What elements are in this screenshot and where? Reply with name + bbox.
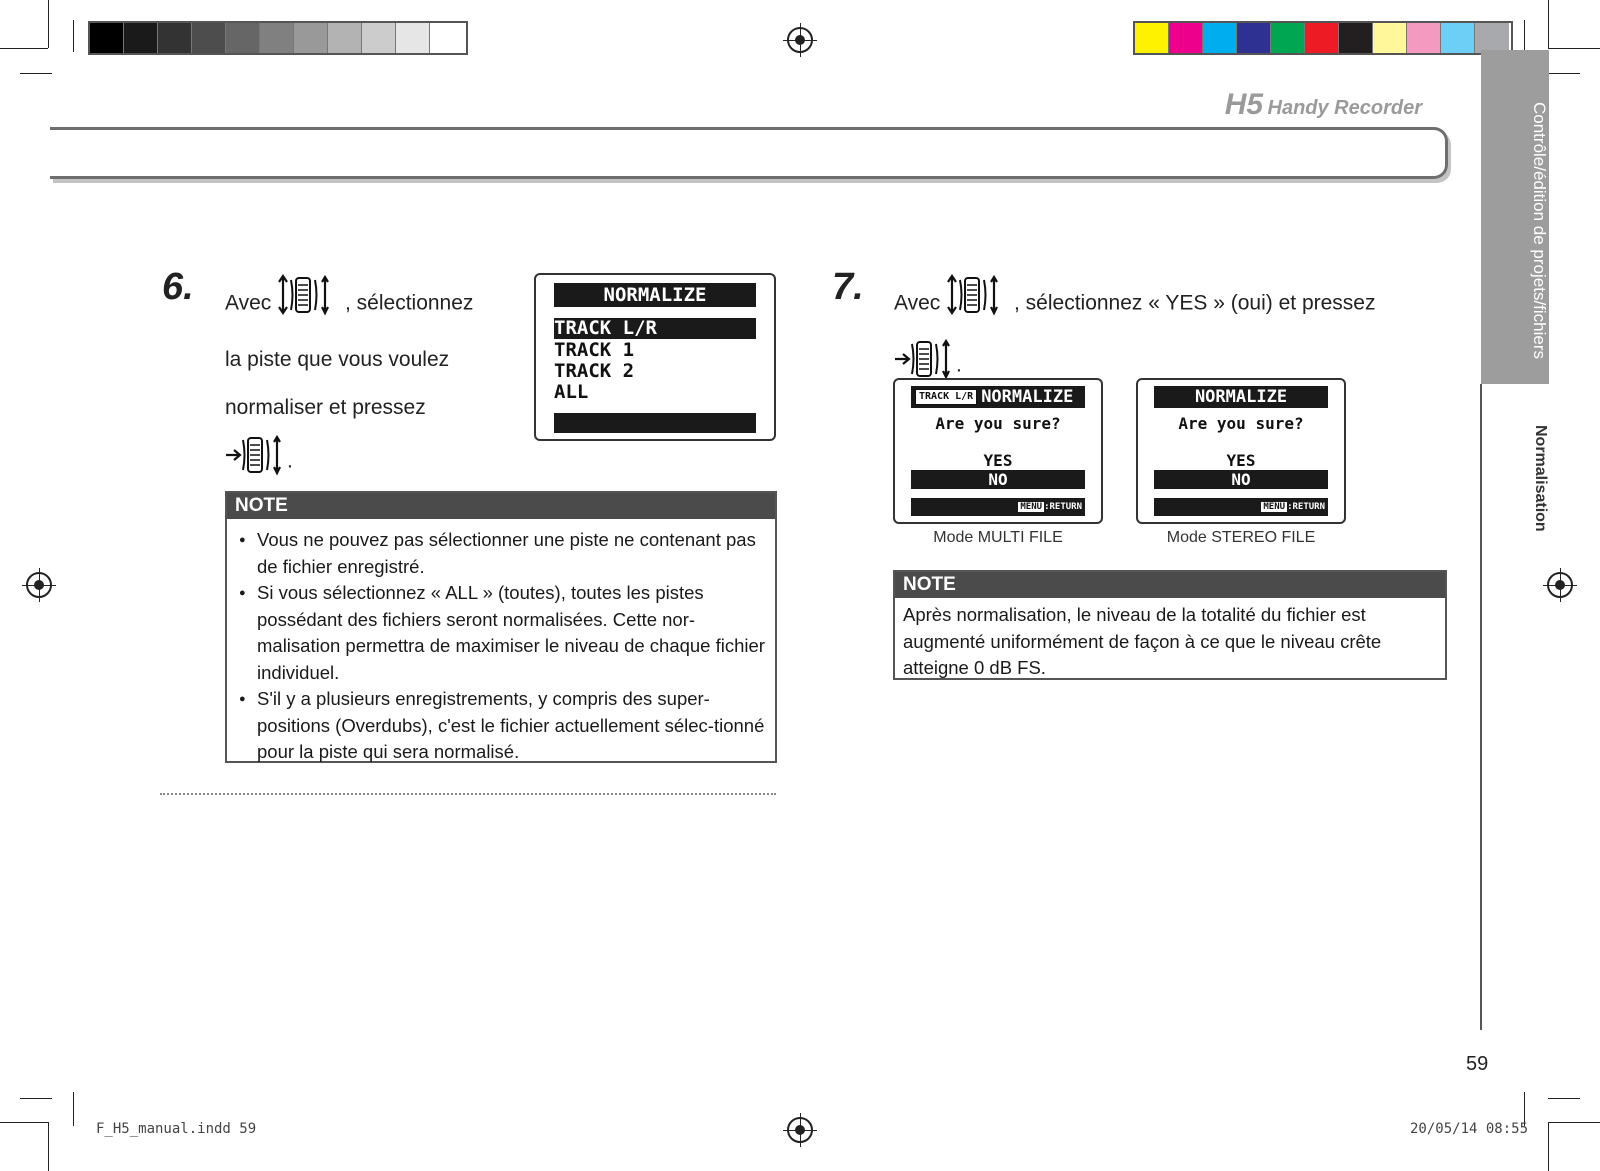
step-6-line2: la piste que vous voulez xyxy=(225,348,450,371)
color-swatch xyxy=(1475,23,1509,53)
lcd-confirm-multi-file xyxy=(893,378,1103,524)
jog-dial-icon xyxy=(277,272,339,336)
lcd-question: Are you sure? xyxy=(935,414,1061,433)
jog-dial-icon xyxy=(946,272,1008,336)
push-dial-icon xyxy=(225,432,287,492)
lcd-normalize-track-select xyxy=(534,273,776,441)
note-item: ● Si vous sélectionnez « ALL » (toutes), toutes les pistes possédant des fichiers seront normalisées. Cette nor-malisation permettra de maximiser le niveau de chaque fichier individuel. xyxy=(237,580,765,686)
lcd-item-selected: TRACK L/R xyxy=(554,318,756,339)
color-swatch xyxy=(1135,23,1169,53)
lcd-title: NORMALIZE xyxy=(981,387,1074,407)
note-list xyxy=(227,519,775,770)
caption-stereo-file: Mode STEREO FILE xyxy=(1166,529,1316,546)
crop-mark xyxy=(1548,1098,1580,1099)
side-divider xyxy=(1480,384,1482,1030)
crop-mark xyxy=(48,1122,49,1171)
crop-mark xyxy=(20,1098,52,1099)
color-swatch xyxy=(260,23,294,53)
lcd-option-yes: YES xyxy=(983,451,1013,470)
step-6-avec: Avec xyxy=(225,291,272,315)
note-box-step-6 xyxy=(225,491,777,763)
crop-mark xyxy=(1524,20,1525,52)
color-swatch xyxy=(1237,23,1271,53)
lcd-title: NORMALIZE xyxy=(554,283,756,307)
header-frame xyxy=(50,127,1448,179)
note-item: ● S'il y a plusieurs enregistrements, y compris des super-positions (Overdubs), c'est le fichier actuellement sélec-tionné pour la piste qui sera normalisé. xyxy=(237,686,765,766)
step-7-avec: Avec xyxy=(894,291,941,315)
crop-mark xyxy=(1548,1122,1549,1171)
step-7-number: 7. xyxy=(832,266,864,308)
lcd-footer-bar xyxy=(554,413,756,433)
model-name: H5 xyxy=(1224,88,1264,121)
registration-mark-icon xyxy=(787,1117,813,1143)
color-swatch xyxy=(362,23,396,53)
lcd-option-yes: YES xyxy=(1226,451,1256,470)
crop-mark xyxy=(0,48,48,49)
color-swatch xyxy=(192,23,226,53)
lcd-footer-bar xyxy=(1154,498,1328,516)
crop-mark xyxy=(1548,48,1600,49)
lcd-footer-bar xyxy=(911,498,1085,516)
page-number: 59 xyxy=(1466,1053,1489,1075)
color-swatch xyxy=(328,23,362,53)
crop-mark xyxy=(73,20,74,52)
color-swatch xyxy=(1203,23,1237,53)
crop-mark xyxy=(20,73,52,74)
color-swatch xyxy=(124,23,158,53)
date-slug: 20/05/14 08:55 xyxy=(1410,1121,1529,1137)
color-swatch xyxy=(1271,23,1305,53)
lcd-item: TRACK 2 xyxy=(554,360,635,382)
step-6-line3: normaliser et pressez xyxy=(225,396,426,419)
lcd-item: ALL xyxy=(554,381,589,403)
step-7-end: . xyxy=(956,353,962,377)
color-swatch xyxy=(1305,23,1339,53)
file-slug: F_H5_manual.indd 59 xyxy=(96,1121,257,1137)
lcd-question: Are you sure? xyxy=(1178,414,1304,433)
section-label: Contrôle/édition de projets/fichiers xyxy=(1530,102,1549,360)
color-swatch xyxy=(294,23,328,53)
note-text: Après normalisation, le niveau de la totalité du fichier est augmenté uniformément de façon à ce que le niveau crête atteigne 0 dB FS. xyxy=(903,604,1382,678)
lcd-return-label: :RETURN xyxy=(1044,502,1082,512)
lcd-title: NORMALIZE xyxy=(1154,386,1328,408)
color-swatch xyxy=(1407,23,1441,53)
step-7-line1-end: , sélectionnez « YES » (oui) et pressez xyxy=(1014,291,1376,315)
color-swatch xyxy=(1441,23,1475,53)
section-divider xyxy=(160,793,776,795)
lcd-return-label: :RETURN xyxy=(1287,502,1325,512)
crop-mark xyxy=(0,1122,48,1123)
color-swatch xyxy=(1169,23,1203,53)
lcd-option-no-selected: NO xyxy=(911,470,1085,489)
crop-mark xyxy=(1548,73,1580,74)
lcd-menu-key: MENU xyxy=(1020,502,1043,512)
color-swatch xyxy=(1373,23,1407,53)
lcd-confirm-stereo-file xyxy=(1136,378,1346,524)
color-swatch xyxy=(430,23,464,53)
crop-mark xyxy=(1548,0,1549,48)
step-6-end: . xyxy=(287,449,293,473)
lcd-option-no-selected: NO xyxy=(1154,470,1328,489)
registration-mark-icon xyxy=(787,27,813,53)
color-swatch xyxy=(396,23,430,53)
crop-mark xyxy=(73,1092,74,1126)
color-swatch xyxy=(158,23,192,53)
note-item: ● Vous ne pouvez pas sélectionner une piste ne contenant pas de fichier enregistré. xyxy=(237,527,765,580)
step-6-number: 6. xyxy=(162,266,194,308)
brand-header xyxy=(1225,88,1422,122)
color-swatch xyxy=(1339,23,1373,53)
gray-color-bar xyxy=(88,21,468,55)
note-heading: NOTE xyxy=(227,493,775,519)
step-6-text xyxy=(225,272,515,492)
lcd-menu-key: MENU xyxy=(1263,502,1286,512)
process-color-bar xyxy=(1133,21,1513,55)
lcd-item: TRACK 1 xyxy=(554,339,635,361)
product-name: Handy Recorder xyxy=(1267,97,1422,119)
registration-mark-icon xyxy=(26,572,52,598)
note-heading: NOTE xyxy=(895,572,1445,598)
registration-mark-icon xyxy=(1547,572,1573,598)
subsection-label: Normalisation xyxy=(1532,424,1549,532)
lcd-track-badge: TRACK L/R xyxy=(915,389,977,405)
color-swatch xyxy=(90,23,124,53)
step-6-line1-end: , sélectionnez xyxy=(345,291,474,315)
lcd-title-bar xyxy=(911,386,1085,408)
color-swatch xyxy=(226,23,260,53)
crop-mark xyxy=(48,0,49,48)
caption-multi-file: Mode MULTI FILE xyxy=(933,529,1063,546)
note-box-step-7 xyxy=(893,570,1447,680)
crop-mark xyxy=(1548,1122,1600,1123)
